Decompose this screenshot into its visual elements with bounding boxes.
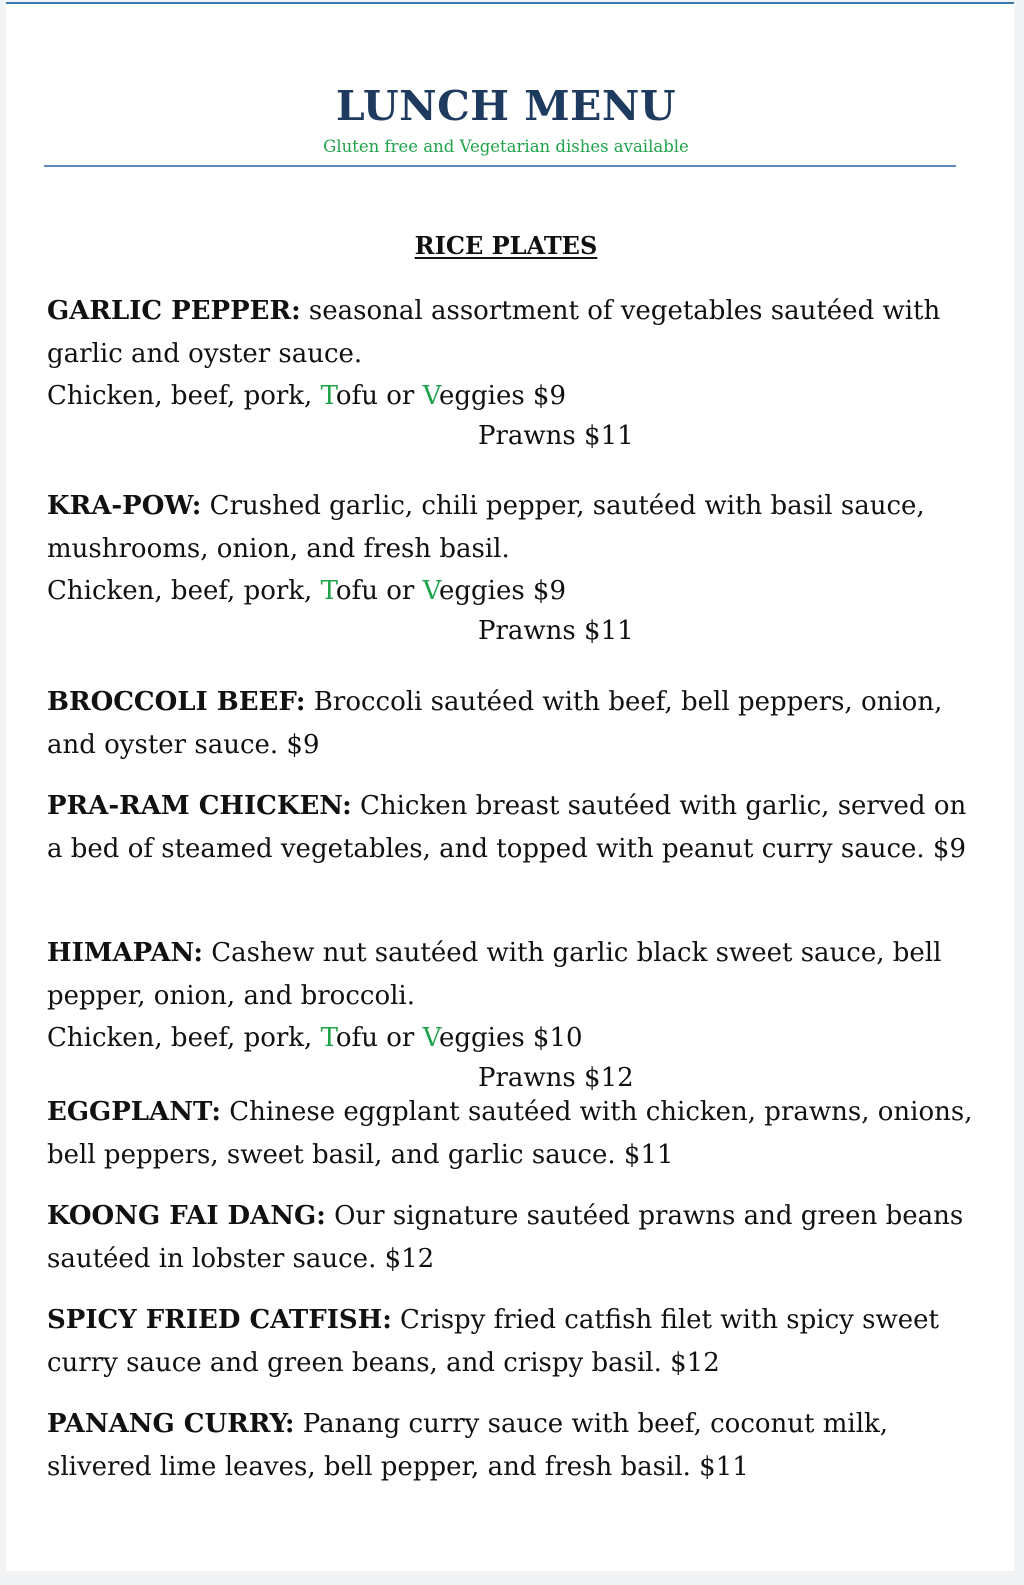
menu-subtitle: Gluten free and Vegetarian dishes available	[323, 137, 689, 156]
item-description: Panang curry sauce with beef, coconut milk, slivered lime leaves, bell pepper, and fresh basil. $11	[47, 1409, 889, 1482]
item-name: KRA-POW:	[47, 491, 202, 521]
menu-item-koong-fai-dang	[47, 1195, 987, 1280]
menu-item-eggplant	[47, 1091, 987, 1176]
menu-item-himapan	[47, 932, 987, 1096]
veggies-initial: V	[422, 1023, 439, 1053]
item-name: EGGPLANT:	[47, 1097, 222, 1127]
title-divider	[44, 165, 956, 167]
item-description: Chicken breast sautéed with garlic, served on a bed of steamed vegetables, and topped with peanut curry sauce. $9	[47, 791, 967, 864]
tofu-rest: ofu or	[335, 1023, 423, 1053]
item-prawns-price: Prawns $11	[478, 615, 634, 646]
item-description: Crushed garlic, chili pepper, sautéed with basil sauce, mushrooms, onion, and fresh basil.	[47, 491, 925, 564]
options-prefix: Chicken, beef, pork,	[47, 381, 321, 411]
item-name: GARLIC PEPPER:	[47, 296, 301, 326]
item-prawns-price: Prawns $12	[478, 1062, 634, 1093]
tofu-initial: T	[320, 576, 336, 606]
section-heading-rice-plates: RICE PLATES	[414, 231, 598, 260]
options-price: $10	[524, 1023, 583, 1053]
item-name: PRA-RAM CHICKEN:	[47, 791, 352, 821]
item-name: SPICY FRIED CATFISH:	[47, 1305, 392, 1335]
menu-page	[6, 2, 1014, 1571]
menu-item-spicy-fried-catfish	[47, 1299, 987, 1384]
menu-item-broccoli-beef	[47, 681, 987, 766]
item-name: KOONG FAI DANG:	[47, 1201, 326, 1231]
veggies-initial: V	[422, 576, 439, 606]
menu-title: LUNCH MENU	[335, 82, 677, 130]
veggies-rest: eggies	[438, 576, 525, 606]
menu-item-panang-curry	[47, 1403, 987, 1488]
tofu-initial: T	[320, 381, 336, 411]
options-prefix: Chicken, beef, pork,	[47, 1023, 321, 1053]
item-description: Our signature sautéed prawns and green beans sautéed in lobster sauce. $12	[47, 1201, 964, 1274]
veggies-rest: eggies	[438, 381, 525, 411]
item-description: Broccoli sautéed with beef, bell peppers, onion, and oyster sauce. $9	[47, 687, 943, 760]
item-description: Chinese eggplant sautéed with chicken, prawns, onions, bell peppers, sweet basil, and garlic sauce. $11	[47, 1097, 973, 1170]
veggies-initial: V	[422, 381, 439, 411]
item-name: PANANG CURRY:	[47, 1409, 295, 1439]
options-prefix: Chicken, beef, pork,	[47, 576, 321, 606]
veggies-rest: eggies	[438, 1023, 525, 1053]
options-price: $9	[524, 381, 567, 411]
item-name: BROCCOLI BEEF:	[47, 687, 306, 717]
item-name: HIMAPAN:	[47, 938, 203, 968]
tofu-rest: ofu or	[335, 576, 423, 606]
item-description: Crispy fried catfish filet with spicy sweet curry sauce and green beans, and crispy basil. $12	[47, 1305, 939, 1378]
options-price: $9	[524, 576, 567, 606]
tofu-initial: T	[320, 1023, 336, 1053]
tofu-rest: ofu or	[335, 381, 423, 411]
item-protein-options	[47, 375, 987, 418]
item-prawns-price: Prawns $11	[478, 420, 634, 451]
item-protein-options	[47, 570, 987, 613]
item-protein-options	[47, 1017, 987, 1060]
menu-item-kra-pow	[47, 485, 987, 649]
menu-item-pra-ram-chicken	[47, 785, 987, 870]
item-description: seasonal assortment of vegetables sautéed with garlic and oyster sauce.	[47, 296, 941, 369]
menu-item-garlic-pepper	[47, 290, 987, 454]
item-description: Cashew nut sautéed with garlic black sweet sauce, bell pepper, onion, and broccoli.	[47, 938, 942, 1011]
